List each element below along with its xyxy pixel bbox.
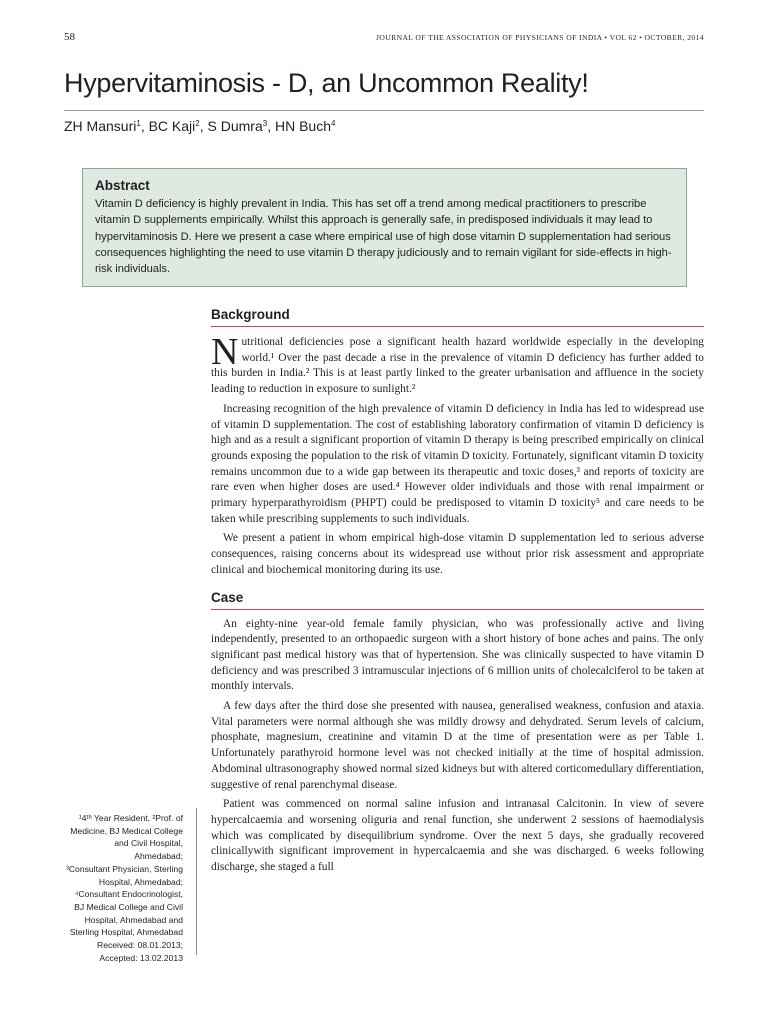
affiliation-line: and Civil Hospital, Ahmedabad; xyxy=(114,838,183,862)
article-title: Hypervitaminosis - D, an Uncommon Reality! xyxy=(64,68,589,98)
abstract-box xyxy=(82,168,687,287)
abstract-text: Vitamin D deficiency is highly prevalent in India. This has set off a trend among medical practitioners to prescribe vitamin D supplements empirically. Whilst this approach is generally safe, in predisposed individuals it may lead to hypervitaminosis D. Here we present a case where empirical use of high dose vitamin D supplementation had serious consequences highlighting the need to use vitamin D therapy judiciously and to remain vigilant for side-effects in high-risk individuals. xyxy=(95,198,672,276)
author-separator: , xyxy=(267,118,275,134)
affiliation-line: Hospital, Ahmedabad; xyxy=(98,876,183,887)
author-list xyxy=(64,118,335,134)
background-paragraph-text: utritional deficiencies pose a significant health hazard worldwide especially in the developing world.¹ Over the past decade a rise in the prevalence of vitamin D deficiency has further added to this burden in India.² This is at least partly linked to the greater urbanisation and affluence in the society leading to reduction in exposure to sunlight.² xyxy=(211,336,704,396)
affiliation-line: ³Consultant Physician, Sterling xyxy=(65,863,183,874)
author-name: HN Buch xyxy=(274,118,332,134)
abstract-heading: Abstract xyxy=(95,178,150,193)
accepted-date: Accepted: 13.02.2013 xyxy=(99,952,183,963)
affiliation-line: BJ Medical College and Civil xyxy=(74,901,183,912)
main-column xyxy=(211,306,704,880)
case-paragraph: Patient was commenced on normal saline infusion and intranasal Calcitonin. In view of severe hypercalcaemia and worsening oliguria and renal function, she underwent 2 sessions of haemodialysis which was complicated by disequilibrium syndrome. Over the next 5 days, she gradually recovered clinicallywith significant improvement in hypercalcaemia and she was discharged. 6 weeks following discharge, she staged a full xyxy=(211,798,704,874)
running-head: JOURNAL OF THE ASSOCIATION OF PHYSICIANS OF INDIA • VOL 62 • OCTOBER, 2014 xyxy=(375,33,704,42)
author-affiliation-mark: 3 xyxy=(262,119,268,128)
received-date: Received: 08.01.2013; xyxy=(96,940,183,951)
affiliation-line: Sterling Hospital, Ahmedabad xyxy=(69,927,183,938)
author-name: ZH Mansuri xyxy=(64,118,137,134)
background-paragraph xyxy=(211,331,704,398)
title-divider xyxy=(64,110,704,111)
background-heading: Background xyxy=(211,306,704,327)
affiliation-note xyxy=(65,812,183,964)
author-separator: , xyxy=(140,118,149,134)
case-paragraph: A few days after the third dose she presented with nausea, generalised weakness, confusion and ataxia. Vital parameters were normal although she was mildly drowsy and dehydrated. Serum levels of calcium, phosphate, magnesium, creatinine and vitamin D at the time of presentation were as per Table 1. Unfortunately parathyroid hormone level was not checked initially at the time of hospital admission. Abdominal ultrasonography showed normal sized kidneys but with altered corticomedullary differentiation, suggestive of renal parenchymal disease. xyxy=(211,700,704,791)
page-number: 58 xyxy=(64,31,75,43)
case-paragraph: An eighty-nine year-old female family physician, who was professionally active and living independently, presented to an orthopaedic surgeon with a short history of bone aches and pains. The only significant past medical history was that of hypertension. She was clinically suspected to have vitamin D deficiency and was prescribed 3 intramuscular injections of 6 million units of cholecalciferol to be taken at monthly intervals. xyxy=(211,617,704,693)
affiliation-line: ⁴Consultant Endocrinologist, xyxy=(74,889,183,900)
author-separator: , xyxy=(199,118,208,134)
author-affiliation-mark: 2 xyxy=(195,119,200,128)
affiliation-line: Medicine, BJ Medical College xyxy=(70,825,183,836)
author-affiliation-mark: 1 xyxy=(136,119,141,128)
affiliation-divider xyxy=(196,808,197,955)
author-name: S Dumra xyxy=(207,118,263,134)
background-paragraph: We present a patient in whom empirical high-dose vitamin D supplementation led to serious adverse consequences, raising concerns about its widespread use without prior risk assessment and appropriate clinical and biochemical monitoring during its use. xyxy=(211,532,704,576)
author-affiliation-mark: 4 xyxy=(331,119,336,128)
case-heading: Case xyxy=(211,589,704,610)
author-name: BC Kaji xyxy=(148,118,196,134)
drop-cap: N xyxy=(211,331,239,373)
affiliation-line: Hospital, Ahmedabad and xyxy=(84,914,183,925)
background-paragraph: Increasing recognition of the high prevalence of vitamin D deficiency in India has led to widespread use of vitamin D supplementation. The cost of establishing laboratory confirmation of vitamin D deficiency is high and as a result a significant proportion of vitamin D therapy is being prescribed empirically on clinical grounds exposing the population to the risk of vitamin D toxicity. Fortunately, significant vitamin D toxicity remains uncommon due to a wide gap between its therapeutic and toxic doses,³ and reports of toxicity are rare even when higher doses are used.⁴ However older individuals and those with renal impairment or primary hyperparathyroidism (PHPT) could be predisposed to vitamin D toxicity⁵ and care needs to be taken while prescribing supplements to such individuals. xyxy=(211,402,704,525)
affiliation-line: ¹4ᵗʰ Year Resident, ²Prof. of xyxy=(78,813,183,823)
